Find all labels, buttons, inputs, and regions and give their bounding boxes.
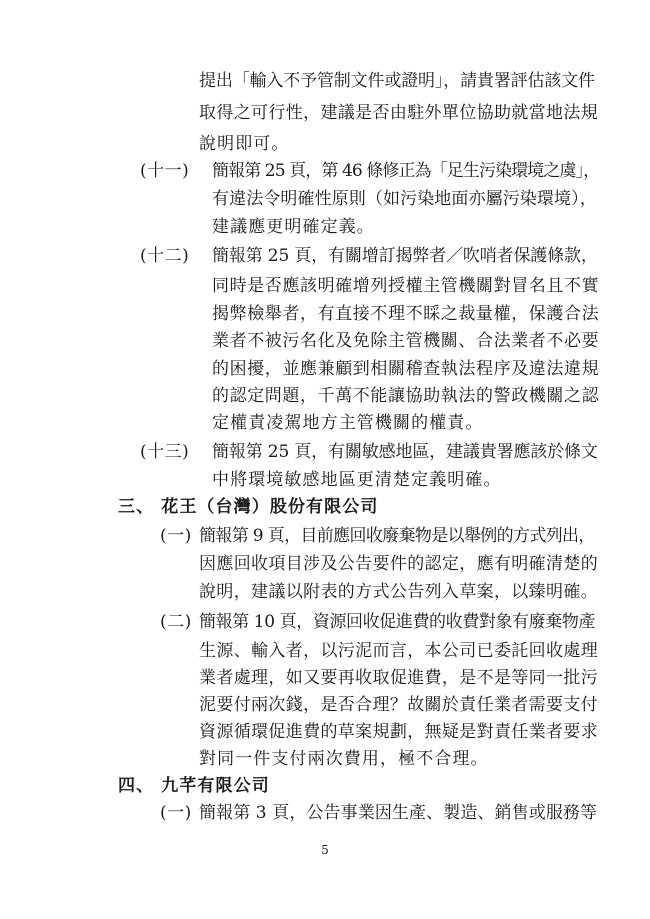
- item-12-line-7: 定權責凌駕地方主管機關的權責。: [212, 413, 484, 433]
- section-4-item-1-line-1: 簡報第 3 頁，公告事業因生產、製造、銷售或服務等: [199, 803, 598, 823]
- section-3-item-2-line-3: 業者處理，如又要再收取促進費，是不是等同一批污: [199, 668, 599, 688]
- item-11-line-2: 有違法令明確性原則（如污染地面亦屬污染環境），: [212, 189, 597, 209]
- item-12-line-3: 揭弊檢舉者，有直接不理不睬之裁量權，保護合法: [212, 304, 600, 324]
- item-12-line-5: 的困擾，並應兼顧到相關稽查執法程序及違法違規: [212, 359, 600, 379]
- section-3-item-2-line-1: 簡報第 10 頁，資源回收促進費的收費對象有廢棄物產: [199, 612, 596, 632]
- section-3-item-2-number: (二): [160, 612, 192, 632]
- section-3-item-2-line-2: 生源、輸入者，以污泥而言，本公司已委託回收處理: [199, 641, 599, 661]
- item-12-number: (十二): [140, 246, 190, 266]
- item-11-number: (十一): [140, 161, 190, 181]
- item-12-line-2: 同時是否應該明確增列授權主管機關對冒名且不實: [212, 276, 600, 296]
- section-3-item-1-number: (一): [160, 526, 192, 546]
- item-13-number: (十三): [140, 442, 190, 462]
- section-3-item-2-line-4: 泥要付兩次錢，是否合理？故關於責任業者需要支付: [199, 695, 599, 715]
- item-10-line-2: 取得之可行性，建議是否由駐外單位協助就當地法規: [199, 103, 599, 123]
- item-10-line-1: 提出「輸入不予管制文件或證明」，請貴署評估該文件: [199, 71, 595, 91]
- item-12-line-1: 簡報第 25 頁，有關增訂揭弊者／吹哨者保護條款，: [212, 246, 598, 266]
- item-11-line-3: 建議應更明確定義。: [212, 217, 375, 237]
- section-4-heading: 四、 九芊有限公司: [118, 776, 270, 796]
- section-3-item-2-line-5: 資源循環促進費的草案規劃，無疑是對責任業者要求: [199, 722, 599, 742]
- section-3-heading: 三、 花王（台灣）股份有限公司: [118, 497, 379, 517]
- section-3-item-1-line-3: 說明，建議以附表的方式公告列入草案，以臻明確。: [199, 582, 599, 602]
- page-number: 5: [321, 843, 329, 857]
- section-3-item-1-line-2: 因應回收項目涉及公告要件的認定，應有明確清楚的: [199, 554, 599, 574]
- section-4-item-1-number: (一): [160, 803, 192, 823]
- item-11-line-1: 簡報第 25 頁，第 46 條修正為「足生污染環境之虞」，: [212, 161, 600, 181]
- section-3-item-2-line-6: 對同一件支付兩次費用，極不合理。: [199, 749, 489, 769]
- item-10-line-3: 說明即可。: [199, 134, 290, 154]
- item-12-line-4: 業者不被污名化及免除主管機關、合法業者不必要: [212, 331, 600, 351]
- item-13-line-2: 中將環境敏感地區更清楚定義明確。: [212, 470, 502, 490]
- item-13-line-1: 簡報第 25 頁，有關敏感地區，建議貴署應該於條文: [212, 442, 598, 462]
- item-12-line-6: 的認定問題，千萬不能讓協助執法的警政機關之認: [212, 386, 600, 406]
- section-3-item-1-line-1: 簡報第 9 頁，目前應回收廢棄物是以舉例的方式列出，: [199, 526, 595, 546]
